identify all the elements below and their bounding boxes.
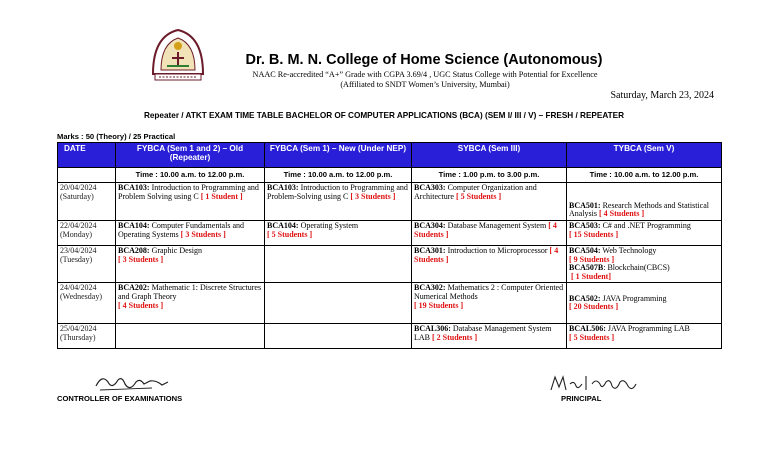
- exam-day: (Thursday): [60, 332, 96, 342]
- time-cell-tybca: Time : 10.00 a.m. to 12.00 p.m.: [567, 168, 722, 183]
- course-code: BCA301:: [414, 246, 446, 255]
- student-count: [ 4 Students ]: [414, 246, 559, 264]
- course-code: BCA303:: [414, 183, 446, 192]
- course-title: C# and .NET Programming: [600, 221, 691, 230]
- date-cell: [58, 221, 116, 246]
- marks-note: Marks : 50 (Theory) / 25 Practical: [57, 132, 176, 141]
- fybca-new-cell-empty: [265, 246, 412, 283]
- controller-signature: [92, 372, 172, 394]
- tybca-cell: [567, 324, 722, 349]
- exam-date: 25/04/2024: [60, 324, 97, 334]
- table-row: [58, 183, 722, 221]
- date-cell: [58, 183, 116, 221]
- sybca-cell: [412, 221, 567, 246]
- exam-day: (Saturday): [60, 191, 94, 201]
- student-count: [ 20 Students ]: [569, 302, 619, 312]
- fybca-new-cell-empty: [265, 324, 412, 349]
- exam-date: 23/04/2024: [60, 246, 97, 255]
- accreditation-line: NAAC Re-accredited “A+” Grade with CGPA 3.69/4 , UGC Status College with Potential for Excellence: [252, 70, 598, 79]
- course-code: BCA504:: [569, 246, 601, 255]
- course-title: Computer Fundamentals and Operating Systems: [118, 221, 244, 239]
- time-cell-fybca-new: Time : 10.00 a.m. to 12.00 p.m.: [265, 168, 412, 183]
- header-sybca: SYBCA (Sem III): [412, 143, 567, 168]
- course-title: Computer Organization and Architecture: [414, 183, 537, 201]
- principal-label: PRINCIPAL: [561, 394, 602, 403]
- course-title: Introduction to Microprocessor: [445, 246, 550, 255]
- course-code: BCA208:: [118, 246, 150, 255]
- exam-day: (Wednesday): [60, 291, 103, 301]
- course-title: Graphic Design: [149, 246, 202, 255]
- course-code: BCA304:: [414, 221, 446, 230]
- header-tybca: TYBCA (Sem V): [567, 143, 722, 168]
- fybca-new-cell-empty: [265, 283, 412, 324]
- tybca-cell: [567, 221, 722, 246]
- course-title-2: : Blockchain(CBCS): [603, 263, 670, 273]
- fybca-new-cell: [265, 221, 412, 246]
- college-name: Dr. B. M. N. College of Home Science (Autonomous): [245, 52, 603, 68]
- course-code: BCA302:: [414, 283, 446, 293]
- student-count: [ 3 Students ]: [118, 254, 164, 264]
- timetable-heading: Repeater / ATKT EXAM TIME TABLE BACHELOR OF COMPUTER APPLICATIONS (BCA) (SEM I/ III / V) – FRESH / REPEATER: [143, 111, 625, 120]
- course-title: Operating System: [298, 221, 359, 230]
- date-cell: [58, 324, 116, 349]
- date-cell: [58, 246, 116, 283]
- course-title: Database Management System: [445, 221, 549, 230]
- sybca-cell: [412, 246, 567, 283]
- college-logo: [147, 26, 209, 82]
- course-code: BCA502:: [569, 293, 601, 303]
- student-count: [ 3 Students ]: [350, 191, 396, 201]
- header-date: DATE: [58, 143, 116, 168]
- sybca-cell: [412, 183, 567, 221]
- sybca-cell: [412, 324, 567, 349]
- time-cell-sybca: Time : 1.00 p.m. to 3.00 p.m.: [412, 168, 567, 183]
- tybca-cell: [567, 283, 722, 324]
- course-code: BCA103:: [118, 183, 150, 192]
- course-code-2: BCA507B: [569, 263, 604, 273]
- course-code: BCA501:: [569, 200, 601, 210]
- student-count: [ 4 Students ]: [599, 209, 645, 219]
- course-code: BCA503:: [569, 221, 601, 230]
- course-title: JAVA Programming: [600, 293, 667, 303]
- fybca-old-cell: [116, 283, 265, 324]
- fybca-old-cell: [116, 183, 265, 221]
- exam-date: 24/04/2024: [60, 283, 97, 293]
- time-cell-date: [58, 168, 116, 183]
- table-row: [58, 283, 722, 324]
- course-code: BCA104:: [118, 221, 150, 230]
- course-title: Database Management System LAB: [414, 324, 552, 342]
- time-row: [58, 168, 722, 183]
- fybca-old-cell: [116, 221, 265, 246]
- course-code: BCAL306:: [414, 324, 451, 334]
- exam-day: (Monday): [60, 229, 92, 239]
- document-date: Saturday, March 23, 2024: [610, 90, 714, 101]
- principal-signature: [548, 372, 638, 394]
- course-code: BCA104:: [267, 221, 299, 230]
- affiliation-line: (Affiliated to SNDT Women’s University, Mumbai): [340, 80, 510, 89]
- exam-date: 22/04/2024: [60, 221, 97, 230]
- student-count: [ 3 Students ]: [180, 229, 226, 239]
- header-fybca-old: FYBCA (Sem 1 and 2) – Old (Repeater): [116, 143, 265, 168]
- time-cell-fybca-old: Time : 10.00 a.m. to 12.00 p.m.: [116, 168, 265, 183]
- table-header-row: [58, 143, 722, 168]
- table-row: [58, 221, 722, 246]
- tybca-cell: [567, 183, 722, 221]
- exam-date: 20/04/2024: [60, 183, 97, 192]
- tybca-cell: [567, 246, 722, 283]
- student-count: [ 5 Students ]: [569, 332, 615, 342]
- exam-timetable: [57, 142, 722, 349]
- student-count: [ 5 Students ]: [267, 229, 313, 239]
- fybca-old-cell: [116, 246, 265, 283]
- course-code: BCA103:: [267, 183, 299, 192]
- controller-label: CONTROLLER OF EXAMINATIONS: [57, 394, 183, 403]
- date-cell: [58, 283, 116, 324]
- course-title: Research Methods and Statistical Analysis: [569, 200, 709, 219]
- course-title: JAVA Programming LAB: [605, 324, 690, 334]
- exam-day: (Tuesday): [60, 254, 93, 264]
- student-count: [ 2 Students ]: [432, 332, 478, 342]
- table-row: [58, 324, 722, 349]
- course-title: Introduction to Programming and Problem-Solving using C: [267, 183, 408, 201]
- course-title: Web Technology: [600, 246, 657, 255]
- course-title: Mathematic 1: Discrete Structures and Graph Theory: [118, 283, 262, 301]
- header-fybca-new: FYBCA (Sem 1) – New (Under NEP): [265, 143, 412, 168]
- student-count: [ 5 Students ]: [455, 191, 502, 201]
- course-code: BCA202:: [118, 283, 150, 293]
- student-count: [ 4 Students ]: [414, 221, 557, 239]
- student-count: [ 19 Students ]: [414, 300, 464, 310]
- course-title: Mathematics 2 : Computer Oriented Numerical Methods: [414, 283, 564, 301]
- fybca-new-cell: [265, 183, 412, 221]
- student-count: [ 15 Students ]: [569, 229, 619, 239]
- student-count: [ 4 Students ]: [118, 300, 164, 310]
- student-count: [ 9 Students ]: [569, 254, 615, 264]
- course-code: BCAL506:: [569, 324, 606, 334]
- sybca-cell: [412, 283, 567, 324]
- table-row: [58, 246, 722, 283]
- fybca-old-cell-empty: [116, 324, 265, 349]
- student-count: [ 1 Student ]: [200, 191, 243, 201]
- course-title: Introduction to Programming and Problem Solving using C: [118, 183, 259, 201]
- student-count-2: [ 1 Student]: [571, 271, 612, 281]
